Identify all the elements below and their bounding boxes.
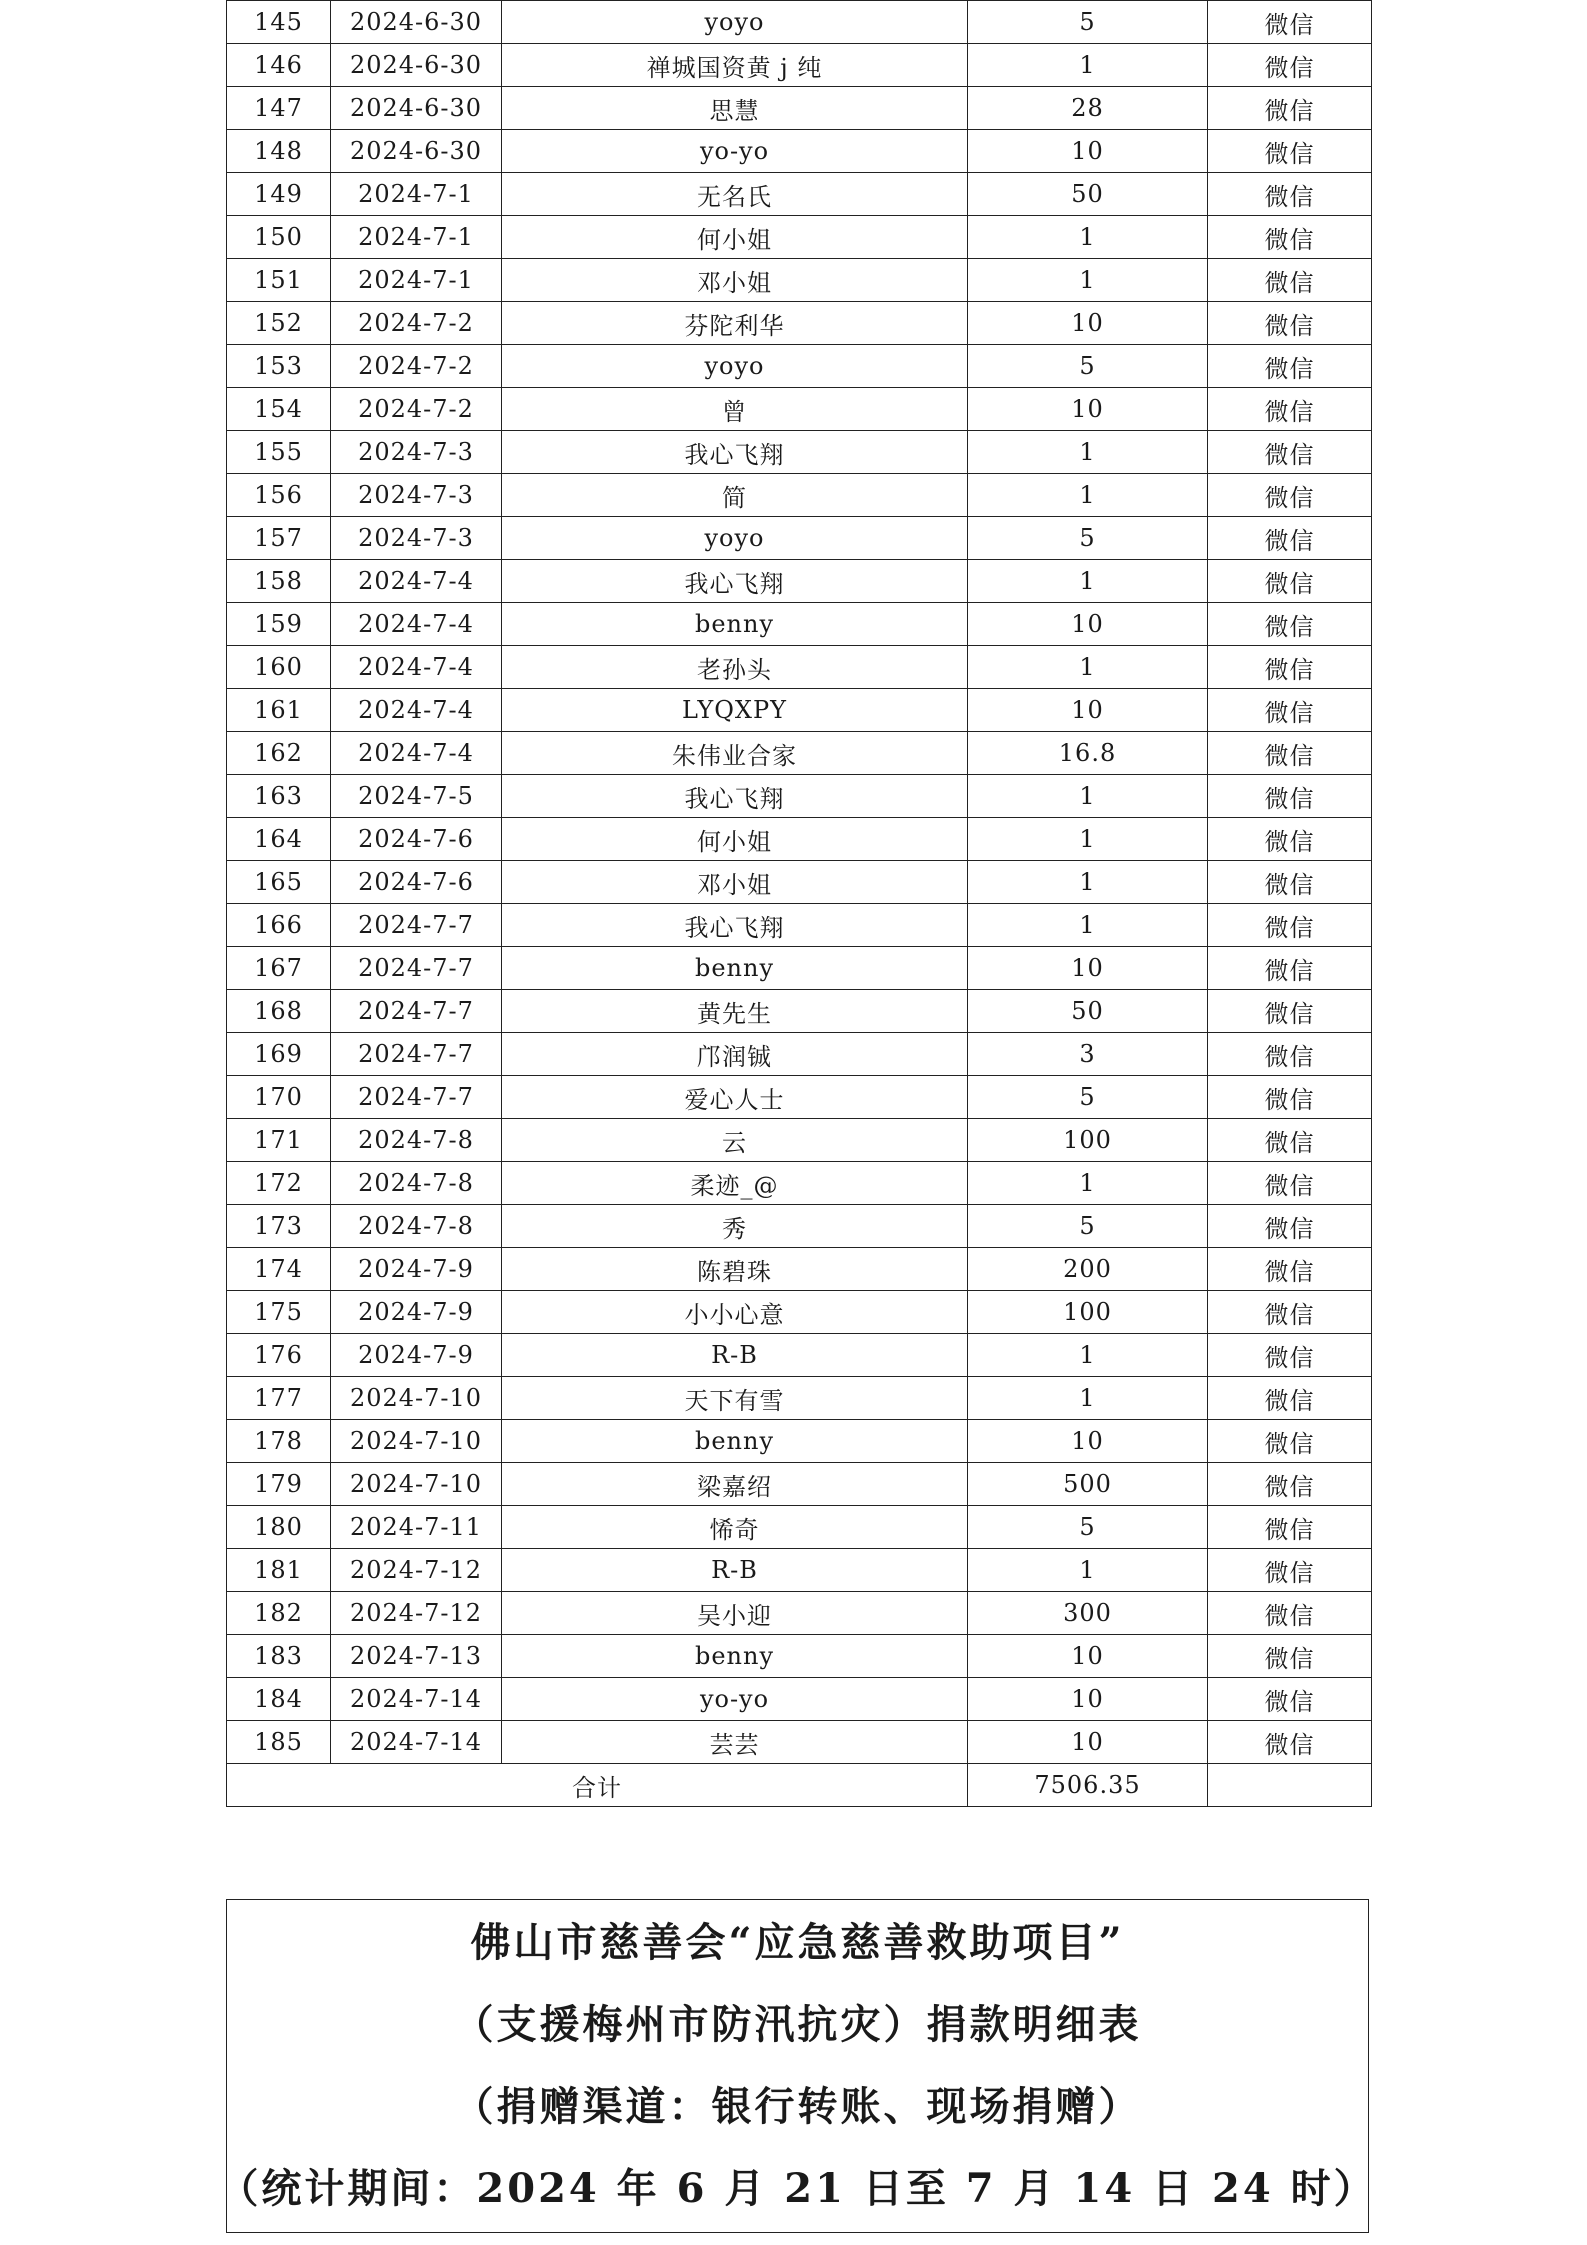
- row-amount-cell: 100: [968, 1119, 1208, 1162]
- row-donor-name-cell: yo-yo: [502, 1678, 968, 1721]
- row-index-cell: 181: [227, 1549, 331, 1592]
- row-donor-name-cell: 我心飞翔: [502, 904, 968, 947]
- row-channel-cell: 微信: [1208, 1076, 1372, 1119]
- row-amount-cell: 1: [968, 861, 1208, 904]
- row-date-cell: 2024-7-9: [331, 1248, 502, 1291]
- table-row: [227, 130, 1372, 173]
- row-channel-cell: 微信: [1208, 87, 1372, 130]
- table-row: [227, 1377, 1372, 1420]
- row-donor-name-cell: 黄先生: [502, 990, 968, 1033]
- row-amount-cell: 5: [968, 517, 1208, 560]
- row-channel-cell: 微信: [1208, 130, 1372, 173]
- row-channel-cell: 微信: [1208, 1592, 1372, 1635]
- row-amount-cell: 10: [968, 1635, 1208, 1678]
- row-amount-cell: 300: [968, 1592, 1208, 1635]
- row-amount-cell: 1: [968, 1162, 1208, 1205]
- table-row: [227, 1592, 1372, 1635]
- row-date-cell: 2024-7-2: [331, 388, 502, 431]
- row-donor-name-cell: 天下有雪: [502, 1377, 968, 1420]
- row-channel-cell: 微信: [1208, 732, 1372, 775]
- row-channel-cell: 微信: [1208, 1721, 1372, 1764]
- row-amount-cell: 10: [968, 1721, 1208, 1764]
- row-donor-name-cell: yo-yo: [502, 130, 968, 173]
- row-amount-cell: 1: [968, 431, 1208, 474]
- row-date-cell: 2024-7-3: [331, 431, 502, 474]
- row-donor-name-cell: 梁嘉绍: [502, 1463, 968, 1506]
- table-row: [227, 1291, 1372, 1334]
- table-row: [227, 517, 1372, 560]
- row-donor-name-cell: 陈碧珠: [502, 1248, 968, 1291]
- row-channel-cell: 微信: [1208, 1334, 1372, 1377]
- row-donor-name-cell: 爱心人士: [502, 1076, 968, 1119]
- row-index-cell: 153: [227, 345, 331, 388]
- row-channel-cell: 微信: [1208, 1, 1372, 44]
- row-donor-name-cell: 禅城国资黄 j 纯: [502, 44, 968, 87]
- table-row: [227, 1205, 1372, 1248]
- row-amount-cell: 10: [968, 388, 1208, 431]
- row-donor-name-cell: yoyo: [502, 1, 968, 44]
- donation-table: [226, 0, 1372, 1807]
- row-channel-cell: 微信: [1208, 216, 1372, 259]
- row-amount-cell: 10: [968, 603, 1208, 646]
- row-channel-cell: 微信: [1208, 1549, 1372, 1592]
- row-index-cell: 150: [227, 216, 331, 259]
- row-index-cell: 156: [227, 474, 331, 517]
- total-amount: 7506.35: [968, 1764, 1208, 1807]
- row-channel-cell: 微信: [1208, 775, 1372, 818]
- row-index-cell: 170: [227, 1076, 331, 1119]
- row-channel-cell: 微信: [1208, 904, 1372, 947]
- row-index-cell: 164: [227, 818, 331, 861]
- table-row: [227, 1162, 1372, 1205]
- row-index-cell: 174: [227, 1248, 331, 1291]
- row-donor-name-cell: 邓小姐: [502, 861, 968, 904]
- row-donor-name-cell: 秀: [502, 1205, 968, 1248]
- donation-table-body: [227, 1, 1372, 1764]
- table-row: [227, 1334, 1372, 1377]
- row-donor-name-cell: 芬陀利华: [502, 302, 968, 345]
- row-channel-cell: 微信: [1208, 302, 1372, 345]
- row-donor-name-cell: yoyo: [502, 345, 968, 388]
- row-date-cell: 2024-6-30: [331, 44, 502, 87]
- table-row: [227, 990, 1372, 1033]
- row-donor-name-cell: benny: [502, 947, 968, 990]
- row-amount-cell: 1: [968, 1549, 1208, 1592]
- total-row: [227, 1764, 1372, 1807]
- row-index-cell: 162: [227, 732, 331, 775]
- title-line-subject: （支援梅州市防汛抗灾）捐款明细表: [453, 2001, 1142, 2048]
- row-index-cell: 171: [227, 1119, 331, 1162]
- row-donor-name-cell: 我心飞翔: [502, 775, 968, 818]
- row-index-cell: 176: [227, 1334, 331, 1377]
- row-channel-cell: 微信: [1208, 1248, 1372, 1291]
- row-donor-name-cell: 无名氏: [502, 173, 968, 216]
- row-channel-cell: 微信: [1208, 1162, 1372, 1205]
- table-row: [227, 1463, 1372, 1506]
- row-date-cell: 2024-7-3: [331, 474, 502, 517]
- row-channel-cell: 微信: [1208, 1506, 1372, 1549]
- row-donor-name-cell: 芸芸: [502, 1721, 968, 1764]
- row-donor-name-cell: R-B: [502, 1549, 968, 1592]
- row-date-cell: 2024-7-4: [331, 646, 502, 689]
- row-index-cell: 155: [227, 431, 331, 474]
- row-donor-name-cell: 柔迹_@: [502, 1162, 968, 1205]
- row-date-cell: 2024-7-13: [331, 1635, 502, 1678]
- row-amount-cell: 50: [968, 990, 1208, 1033]
- table-row: [227, 947, 1372, 990]
- row-amount-cell: 5: [968, 1205, 1208, 1248]
- table-row: [227, 388, 1372, 431]
- table-row: [227, 861, 1372, 904]
- row-date-cell: 2024-7-6: [331, 818, 502, 861]
- table-row: [227, 173, 1372, 216]
- row-date-cell: 2024-7-4: [331, 732, 502, 775]
- row-channel-cell: 微信: [1208, 431, 1372, 474]
- row-index-cell: 177: [227, 1377, 331, 1420]
- table-row: [227, 44, 1372, 87]
- row-channel-cell: 微信: [1208, 1678, 1372, 1721]
- table-row: [227, 345, 1372, 388]
- row-donor-name-cell: LYQXPY: [502, 689, 968, 732]
- row-index-cell: 145: [227, 1, 331, 44]
- row-donor-name-cell: benny: [502, 1635, 968, 1678]
- row-channel-cell: 微信: [1208, 646, 1372, 689]
- row-index-cell: 185: [227, 1721, 331, 1764]
- row-amount-cell: 10: [968, 302, 1208, 345]
- table-row: [227, 431, 1372, 474]
- row-index-cell: 161: [227, 689, 331, 732]
- row-channel-cell: 微信: [1208, 990, 1372, 1033]
- row-index-cell: 151: [227, 259, 331, 302]
- title-line-channels: （捐赠渠道：银行转账、现场捐赠）: [453, 2083, 1142, 2130]
- row-amount-cell: 5: [968, 1076, 1208, 1119]
- row-channel-cell: 微信: [1208, 388, 1372, 431]
- row-date-cell: 2024-7-4: [331, 560, 502, 603]
- table-row: [227, 1721, 1372, 1764]
- row-date-cell: 2024-7-8: [331, 1162, 502, 1205]
- row-date-cell: 2024-7-9: [331, 1334, 502, 1377]
- row-date-cell: 2024-6-30: [331, 130, 502, 173]
- row-index-cell: 173: [227, 1205, 331, 1248]
- row-amount-cell: 100: [968, 1291, 1208, 1334]
- row-date-cell: 2024-7-11: [331, 1506, 502, 1549]
- title-line-organization: 佛山市慈善会“应急慈善救助项目”: [470, 1919, 1125, 1966]
- row-donor-name-cell: 简: [502, 474, 968, 517]
- row-date-cell: 2024-7-8: [331, 1205, 502, 1248]
- row-index-cell: 165: [227, 861, 331, 904]
- table-row: [227, 1, 1372, 44]
- row-date-cell: 2024-7-4: [331, 689, 502, 732]
- row-index-cell: 160: [227, 646, 331, 689]
- table-row: [227, 1549, 1372, 1592]
- row-amount-cell: 1: [968, 646, 1208, 689]
- row-amount-cell: 5: [968, 1506, 1208, 1549]
- row-index-cell: 169: [227, 1033, 331, 1076]
- row-index-cell: 182: [227, 1592, 331, 1635]
- row-channel-cell: 微信: [1208, 517, 1372, 560]
- row-date-cell: 2024-7-14: [331, 1678, 502, 1721]
- row-date-cell: 2024-7-12: [331, 1549, 502, 1592]
- table-row: [227, 904, 1372, 947]
- row-date-cell: 2024-7-7: [331, 1033, 502, 1076]
- row-amount-cell: 1: [968, 1377, 1208, 1420]
- row-index-cell: 152: [227, 302, 331, 345]
- row-index-cell: 157: [227, 517, 331, 560]
- total-label: 合计: [227, 1764, 968, 1807]
- row-channel-cell: 微信: [1208, 259, 1372, 302]
- row-donor-name-cell: 云: [502, 1119, 968, 1162]
- row-channel-cell: 微信: [1208, 44, 1372, 87]
- row-donor-name-cell: 悕奇: [502, 1506, 968, 1549]
- row-amount-cell: 500: [968, 1463, 1208, 1506]
- row-amount-cell: 10: [968, 130, 1208, 173]
- table-row: [227, 1420, 1372, 1463]
- row-date-cell: 2024-7-14: [331, 1721, 502, 1764]
- row-donor-name-cell: 曾: [502, 388, 968, 431]
- row-channel-cell: 微信: [1208, 689, 1372, 732]
- row-channel-cell: 微信: [1208, 1377, 1372, 1420]
- row-amount-cell: 1: [968, 818, 1208, 861]
- table-row: [227, 1076, 1372, 1119]
- row-index-cell: 163: [227, 775, 331, 818]
- row-channel-cell: 微信: [1208, 1291, 1372, 1334]
- row-channel-cell: 微信: [1208, 1635, 1372, 1678]
- row-index-cell: 178: [227, 1420, 331, 1463]
- row-index-cell: 147: [227, 87, 331, 130]
- row-date-cell: 2024-7-2: [331, 302, 502, 345]
- table-row: [227, 646, 1372, 689]
- table-row: [227, 818, 1372, 861]
- row-amount-cell: 10: [968, 1420, 1208, 1463]
- row-date-cell: 2024-7-10: [331, 1463, 502, 1506]
- row-date-cell: 2024-7-1: [331, 259, 502, 302]
- row-index-cell: 183: [227, 1635, 331, 1678]
- row-date-cell: 2024-7-7: [331, 990, 502, 1033]
- row-donor-name-cell: 小小心意: [502, 1291, 968, 1334]
- row-channel-cell: 微信: [1208, 1205, 1372, 1248]
- row-index-cell: 148: [227, 130, 331, 173]
- row-date-cell: 2024-7-1: [331, 173, 502, 216]
- row-amount-cell: 1: [968, 560, 1208, 603]
- table-row: [227, 732, 1372, 775]
- row-index-cell: 179: [227, 1463, 331, 1506]
- row-donor-name-cell: 老孙头: [502, 646, 968, 689]
- row-amount-cell: 50: [968, 173, 1208, 216]
- table-row: [227, 560, 1372, 603]
- row-date-cell: 2024-7-7: [331, 1076, 502, 1119]
- row-channel-cell: 微信: [1208, 173, 1372, 216]
- row-channel-cell: 微信: [1208, 560, 1372, 603]
- title-line-period: （统计期间：2024 年 6 月 21 日至 7 月 14 日 24 时）: [218, 2165, 1377, 2212]
- row-date-cell: 2024-7-2: [331, 345, 502, 388]
- row-date-cell: 2024-7-1: [331, 216, 502, 259]
- row-amount-cell: 10: [968, 947, 1208, 990]
- row-donor-name-cell: R-B: [502, 1334, 968, 1377]
- row-amount-cell: 1: [968, 259, 1208, 302]
- table-row: [227, 689, 1372, 732]
- row-donor-name-cell: benny: [502, 603, 968, 646]
- row-channel-cell: 微信: [1208, 818, 1372, 861]
- row-index-cell: 146: [227, 44, 331, 87]
- row-amount-cell: 10: [968, 1678, 1208, 1721]
- row-index-cell: 184: [227, 1678, 331, 1721]
- row-donor-name-cell: 我心飞翔: [502, 560, 968, 603]
- row-amount-cell: 28: [968, 87, 1208, 130]
- row-date-cell: 2024-7-9: [331, 1291, 502, 1334]
- row-channel-cell: 微信: [1208, 474, 1372, 517]
- row-amount-cell: 1: [968, 904, 1208, 947]
- row-amount-cell: 1: [968, 474, 1208, 517]
- row-amount-cell: 200: [968, 1248, 1208, 1291]
- row-index-cell: 175: [227, 1291, 331, 1334]
- row-amount-cell: 1: [968, 44, 1208, 87]
- table-row: [227, 603, 1372, 646]
- row-date-cell: 2024-7-7: [331, 947, 502, 990]
- row-channel-cell: 微信: [1208, 1420, 1372, 1463]
- row-amount-cell: 1: [968, 775, 1208, 818]
- total-channel: [1208, 1764, 1372, 1807]
- row-donor-name-cell: 邓小姐: [502, 259, 968, 302]
- row-index-cell: 172: [227, 1162, 331, 1205]
- table-row: [227, 259, 1372, 302]
- row-donor-name-cell: 吴小迎: [502, 1592, 968, 1635]
- row-date-cell: 2024-7-6: [331, 861, 502, 904]
- row-channel-cell: 微信: [1208, 947, 1372, 990]
- row-donor-name-cell: 思慧: [502, 87, 968, 130]
- table-row: [227, 775, 1372, 818]
- table-row: [227, 216, 1372, 259]
- row-donor-name-cell: yoyo: [502, 517, 968, 560]
- row-date-cell: 2024-6-30: [331, 1, 502, 44]
- row-index-cell: 159: [227, 603, 331, 646]
- row-date-cell: 2024-7-3: [331, 517, 502, 560]
- row-donor-name-cell: 邝润铖: [502, 1033, 968, 1076]
- row-index-cell: 154: [227, 388, 331, 431]
- row-donor-name-cell: benny: [502, 1420, 968, 1463]
- table-row: [227, 1033, 1372, 1076]
- row-index-cell: 167: [227, 947, 331, 990]
- row-amount-cell: 10: [968, 689, 1208, 732]
- row-donor-name-cell: 何小姐: [502, 818, 968, 861]
- row-channel-cell: 微信: [1208, 1119, 1372, 1162]
- row-channel-cell: 微信: [1208, 1463, 1372, 1506]
- row-date-cell: 2024-7-4: [331, 603, 502, 646]
- row-channel-cell: 微信: [1208, 861, 1372, 904]
- row-date-cell: 2024-6-30: [331, 87, 502, 130]
- table-row: [227, 1248, 1372, 1291]
- table-row: [227, 87, 1372, 130]
- row-amount-cell: 1: [968, 1334, 1208, 1377]
- row-amount-cell: 16.8: [968, 732, 1208, 775]
- row-amount-cell: 1: [968, 216, 1208, 259]
- row-date-cell: 2024-7-10: [331, 1420, 502, 1463]
- row-amount-cell: 5: [968, 345, 1208, 388]
- row-date-cell: 2024-7-12: [331, 1592, 502, 1635]
- row-channel-cell: 微信: [1208, 1033, 1372, 1076]
- row-date-cell: 2024-7-5: [331, 775, 502, 818]
- row-index-cell: 158: [227, 560, 331, 603]
- row-index-cell: 168: [227, 990, 331, 1033]
- row-channel-cell: 微信: [1208, 345, 1372, 388]
- table-row: [227, 1635, 1372, 1678]
- row-channel-cell: 微信: [1208, 603, 1372, 646]
- table-row: [227, 474, 1372, 517]
- table-row: [227, 1119, 1372, 1162]
- row-date-cell: 2024-7-7: [331, 904, 502, 947]
- table-row: [227, 302, 1372, 345]
- row-index-cell: 180: [227, 1506, 331, 1549]
- table-row: [227, 1506, 1372, 1549]
- row-amount-cell: 3: [968, 1033, 1208, 1076]
- row-date-cell: 2024-7-10: [331, 1377, 502, 1420]
- row-donor-name-cell: 朱伟业合家: [502, 732, 968, 775]
- row-index-cell: 166: [227, 904, 331, 947]
- table-row: [227, 1678, 1372, 1721]
- row-amount-cell: 5: [968, 1, 1208, 44]
- row-date-cell: 2024-7-8: [331, 1119, 502, 1162]
- report-title-block: [218, 1899, 1377, 2233]
- row-donor-name-cell: 何小姐: [502, 216, 968, 259]
- row-index-cell: 149: [227, 173, 331, 216]
- row-donor-name-cell: 我心飞翔: [502, 431, 968, 474]
